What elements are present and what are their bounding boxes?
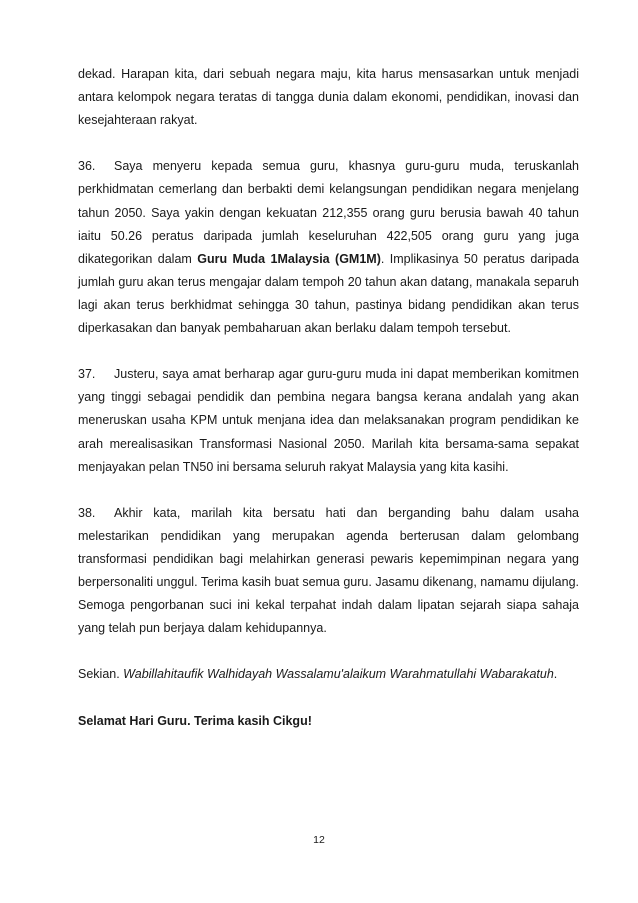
closing-prefix: Sekian. bbox=[78, 667, 124, 682]
greeting-text: Selamat Hari Guru. Terima kasih Cikgu! bbox=[78, 713, 312, 728]
paragraph-number: 38. bbox=[78, 505, 96, 520]
paragraph-38 bbox=[78, 502, 579, 641]
paragraph-text: Akhir kata, marilah kita bersatu hati dan berganding bahu dalam usaha melestarikan pendidikan yang merupakan agenda berterusan dalam gelombang transformasi pendidikan bagi melahirkan generasi pewaris kepemimpinan negara yang berpersonaliti unggul. Terima kasih buat semua guru. Jasamu dikenang, namamu dijulang. Semoga pengorbanan suci ini kekal terpahat indah dalam lipatan sejarah siapa sahaja yang telah pun berjaya dalam kehidupannya. bbox=[78, 505, 579, 636]
page-number: 12 bbox=[313, 834, 325, 846]
greeting-line bbox=[78, 710, 579, 733]
closing-suffix: . bbox=[553, 667, 558, 682]
paragraph-text-continued: . Implikasinya 50 peratus daripada jumlah guru akan terus mengajar dalam tempoh 20 tahun akan datang, manakala separuh lagi akan terus berkhidmat sehingga 30 tahun, pastinya bidang pendidikan akan terus diperkasakan dan banyak pembaharuan akan berlaku dalam tempoh tersebut. bbox=[78, 251, 579, 336]
paragraph-37 bbox=[78, 363, 579, 478]
paragraph-number: 37. bbox=[78, 367, 96, 382]
paragraph-continuation bbox=[78, 63, 579, 132]
document-body bbox=[78, 63, 579, 733]
paragraph-number: 36. bbox=[78, 159, 96, 174]
closing-salutation bbox=[78, 663, 579, 686]
paragraph-text: Saya menyeru kepada semua guru, khasnya guru-guru muda, teruskanlah perkhidmatan cemerlang dan berbakti demi kelangsungan pendidikan negara menjelang tahun 2050. Saya yakin dengan kekuatan 212,355 orang guru berusia bawah 40 tahun iaitu 50.26 peratus daripada jumlah keseluruhan 422,505 orang guru yang juga dikategorikan dalam bbox=[78, 159, 579, 266]
paragraph-text: dekad. Harapan kita, dari sebuah negara maju, kita harus mensasarkan untuk menjadi antara kelompok negara teratas di tangga dunia dalam ekonomi, pendidikan, inovasi dan kesejahteraan rakyat. bbox=[78, 67, 579, 128]
bold-term: Guru Muda 1Malaysia (GM1M) bbox=[197, 251, 381, 266]
closing-italic-phrase: Wabillahitaufik Walhidayah Wassalamu'alaikum Warahmatullahi Wabarakatuh bbox=[123, 667, 554, 682]
paragraph-text: Justeru, saya amat berharap agar guru-guru muda ini dapat memberikan komitmen yang tinggi sebagai pendidik dan pembina negara bangsa kerana andalah yang akan meneruskan usaha KPM untuk menjana idea dan melaksanakan program pendidikan ke arah merealisasikan Transformasi Nasional 2050. Marilah kita bersama-sama sepakat menjayakan pelan TN50 ini bersama seluruh rakyat Malaysia yang kita kasihi. bbox=[78, 367, 579, 474]
paragraph-36 bbox=[78, 155, 579, 340]
